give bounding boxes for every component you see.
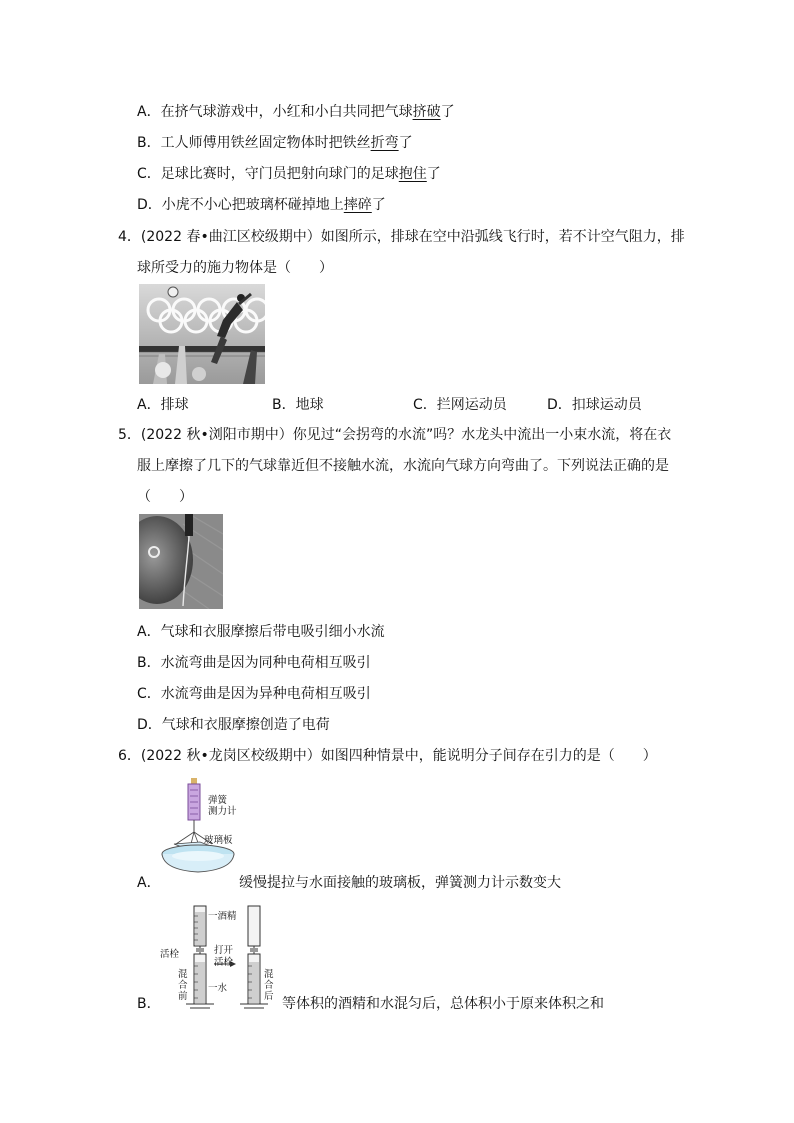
mix-before-3: 前 — [178, 991, 188, 1002]
q6-option-b-letter: B． — [137, 996, 161, 1012]
q4-option-a: A．排球 — [137, 397, 189, 413]
volleyball-photo — [139, 284, 265, 384]
spring-label-2: 测力计 — [208, 806, 237, 817]
q5-stem-line2: 服上摩擦了几下的气球靠近但不接触水流，水流向气球方向弯曲了。下列说法正确的是 — [137, 458, 669, 474]
q5-stem-line3: （ ） — [137, 489, 193, 505]
spring-label-1: 弹簧 — [208, 795, 228, 806]
valve-label-left: 活栓 — [160, 949, 180, 960]
underlined-word: 折弯 — [370, 135, 399, 151]
q6-option-a-letter: A． — [137, 875, 161, 891]
underlined-word: 抱住 — [398, 166, 427, 182]
q6-option-b-text: 等体积的酒精和水混匀后，总体积小于原来体积之和 — [282, 996, 604, 1012]
mix-before-1: 混 — [178, 969, 188, 980]
q4-stem-line2: 球所受力的施力物体是（ ） — [137, 260, 333, 276]
mix-before-2: 合 — [178, 980, 188, 991]
valve-label-mid: 活栓 — [214, 957, 234, 968]
q6-stem: 6．(2022 秋•龙岗区校级期中）如图四种情景中，能说明分子间存在引力的是（ ） — [118, 748, 657, 764]
alcohol-label: 一酒精 — [208, 911, 237, 922]
open-label: 打开 — [214, 945, 234, 956]
q6-option-a-text: 缓慢提拉与水面接触的玻璃板，弹簧测力计示数变大 — [239, 875, 561, 891]
spring-scale-figure — [160, 776, 238, 880]
mix-after-1: 混 — [264, 969, 274, 980]
q4-option-c: C．拦网运动员 — [413, 397, 507, 413]
q4-option-b: B．地球 — [272, 397, 324, 413]
q5-option-c: C．水流弯曲是因为异种电荷相互吸引 — [137, 686, 371, 702]
q4-option-d: D．扣球运动员 — [547, 397, 642, 413]
mix-after-2: 合 — [264, 980, 274, 991]
water-label: 一水 — [208, 983, 228, 994]
q5-option-b: B．水流弯曲是因为同种电荷相互吸引 — [137, 655, 371, 671]
q5-option-a: A．气球和衣服摩擦后带电吸引细小水流 — [137, 624, 385, 640]
q3-option-c: C．足球比赛时，守门员把射向球门的足球抱住了 — [137, 166, 441, 182]
q3-option-b: B．工人师傅用铁丝固定物体时把铁丝折弯了 — [137, 135, 413, 151]
balloon-water-photo — [139, 514, 223, 609]
q5-stem-line1: 5．(2022 秋•浏阳市期中）你见过“会拐弯的水流”吗？水龙头中流出一小束水流，将在衣 — [118, 427, 672, 443]
underlined-word: 摔碎 — [343, 197, 372, 213]
q3-option-d: D．小虎不小心把玻璃杯碰掉地上摔碎了 — [137, 197, 386, 213]
mix-after-3: 后 — [264, 991, 274, 1002]
alcohol-water-figure — [160, 904, 280, 1010]
plate-label: 玻璃板 — [204, 835, 233, 846]
underlined-word: 挤破 — [412, 104, 441, 120]
q4-stem-line1: 4．(2022 春•曲江区校级期中）如图所示，排球在空中沿弧线飞行时，若不计空气阻力，排 — [118, 229, 685, 245]
q3-option-a: A．在挤气球游戏中，小红和小白共同把气球挤破了 — [137, 104, 455, 120]
q5-option-d: D．气球和衣服摩擦创造了电荷 — [137, 717, 330, 733]
